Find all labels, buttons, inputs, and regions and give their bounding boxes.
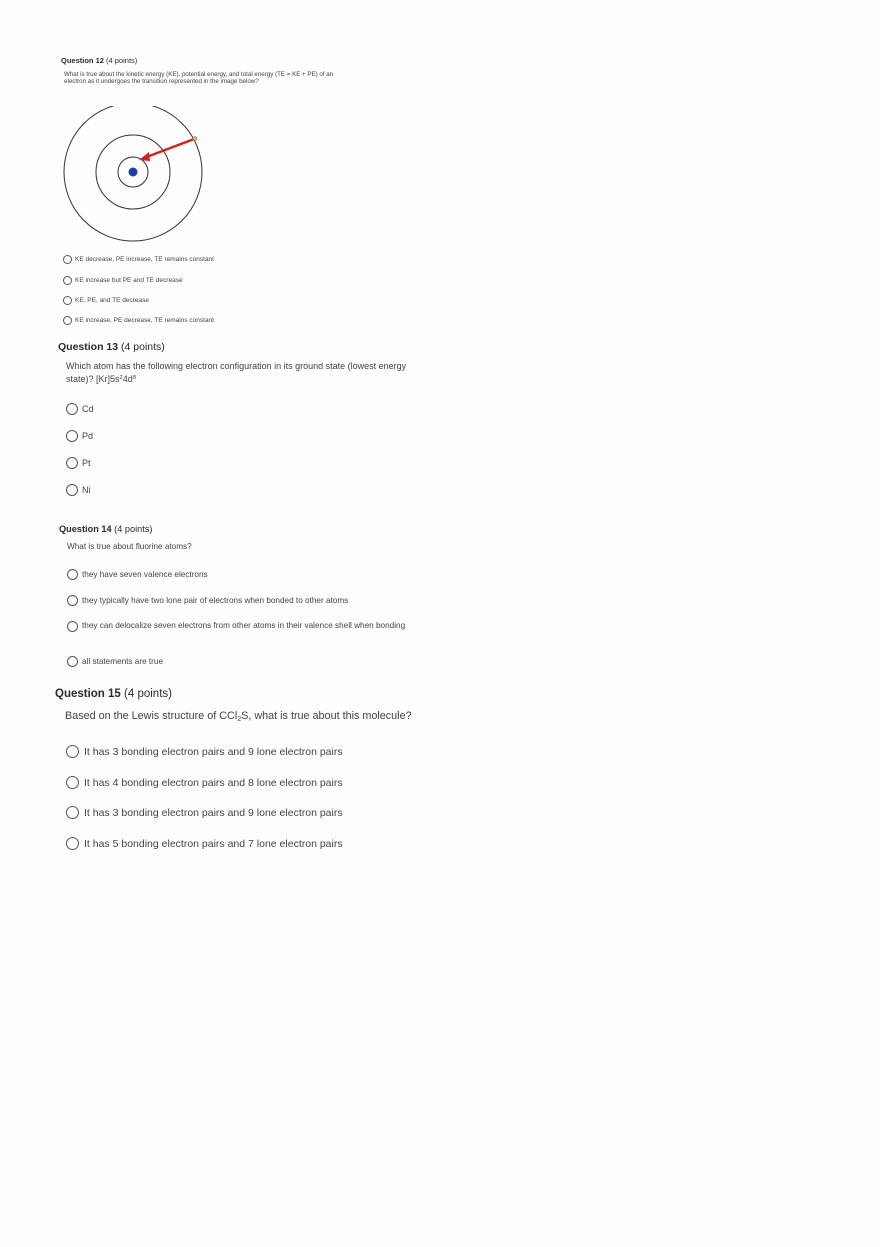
- option[interactable]: It has 5 bonding electron pairs and 7 lone electron pairs: [66, 837, 343, 850]
- radio-button[interactable]: [67, 621, 78, 632]
- transition-arrow: [144, 139, 194, 158]
- radio-button[interactable]: [66, 837, 79, 850]
- radio-button[interactable]: [63, 296, 72, 305]
- arrow-head-icon: [139, 152, 150, 161]
- radio-button[interactable]: [66, 745, 79, 758]
- radio-button[interactable]: [66, 806, 79, 819]
- option[interactable]: KE, PE, and TE decrease: [63, 296, 149, 305]
- radio-button[interactable]: [63, 316, 72, 325]
- radio-button[interactable]: [66, 403, 78, 415]
- radio-button[interactable]: [67, 595, 78, 606]
- option[interactable]: It has 3 bonding electron pairs and 9 lone electron pairs: [66, 806, 343, 819]
- bohr-model-diagram: [60, 106, 210, 254]
- radio-button[interactable]: [67, 569, 78, 580]
- option[interactable]: KE decrease, PE increase, TE remains constant: [63, 255, 214, 264]
- option[interactable]: KE increase, PE decrease, TE remains constant: [63, 316, 214, 325]
- option[interactable]: KE increase but PE and TE decrease: [63, 276, 183, 285]
- option[interactable]: Pd: [66, 430, 93, 442]
- radio-button[interactable]: [67, 656, 78, 667]
- question-prompt: Based on the Lewis structure of CCl$_2$S, what is true about this molecule?: [65, 710, 412, 724]
- radio-button[interactable]: [66, 430, 78, 442]
- electron: [193, 137, 197, 141]
- option[interactable]: Ni: [66, 484, 91, 496]
- option[interactable]: they have seven valence electrons: [67, 569, 208, 580]
- radio-button[interactable]: [66, 457, 78, 469]
- option[interactable]: all statements are true: [67, 656, 163, 667]
- question-title: Question 12 (4 points): [61, 56, 138, 65]
- radio-button[interactable]: [66, 484, 78, 496]
- option[interactable]: Pt: [66, 457, 91, 469]
- option[interactable]: they can delocalize seven electrons from other atoms in their valence shell when bonding: [67, 621, 427, 632]
- radio-button[interactable]: [63, 255, 72, 264]
- question-title: Question 14 (4 points): [59, 524, 153, 534]
- radio-button[interactable]: [63, 276, 72, 285]
- option[interactable]: It has 4 bonding electron pairs and 8 lone electron pairs: [66, 776, 343, 789]
- option[interactable]: It has 3 bonding electron pairs and 9 lone electron pairs: [66, 745, 343, 758]
- radio-button[interactable]: [66, 776, 79, 789]
- question-prompt: Which atom has the following electron configuration in its ground state (lowest energy state)? $[Kr]5s^24d^8$: [66, 361, 407, 384]
- option[interactable]: they typically have two lone pair of electrons when bonded to other atoms: [67, 595, 348, 606]
- question-prompt: What is true about the kinetic energy (KE), potential energy, and total energy (TE = KE + PE) of an electron as it undergoes the transition represented in the image below?: [64, 71, 334, 86]
- nucleus: [129, 168, 138, 177]
- question-prompt: What is true about fluorine atoms?: [67, 542, 192, 551]
- question-title: Question 15 (4 points): [55, 688, 172, 700]
- option[interactable]: Cd: [66, 403, 94, 415]
- question-title: Question 13 (4 points): [58, 341, 165, 353]
